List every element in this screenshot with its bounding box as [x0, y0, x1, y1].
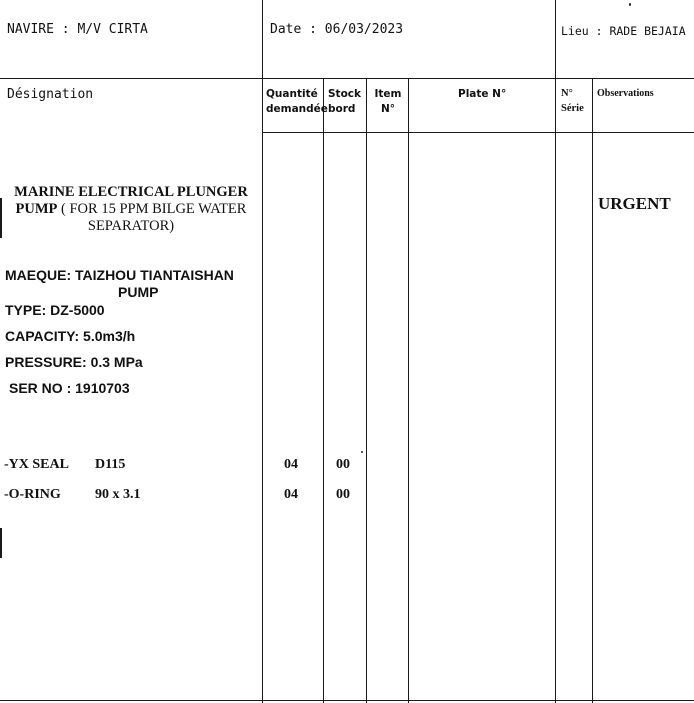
row-divider-header: [262, 132, 694, 133]
part-quantity: 04: [284, 457, 298, 472]
part-spec: D115: [95, 457, 126, 472]
serial-header-line1: N°: [561, 88, 573, 99]
form-date: Date : 06/03/2023: [270, 22, 404, 37]
item-header: [373, 87, 403, 117]
observations-header: Observations: [597, 88, 654, 99]
item-title-line1: MARINE ELECTRICAL PLUNGER: [14, 184, 248, 200]
col-divider-quantity: [323, 78, 324, 703]
urgent-observation: URGENT: [598, 194, 671, 213]
quantity-header: [266, 87, 328, 117]
item-header-line2: N°: [380, 103, 396, 115]
pump-brand: [5, 267, 234, 301]
scan-edge-mark: [0, 528, 2, 558]
row-divider-top: [0, 78, 694, 79]
pump-brand-line2: PUMP: [118, 284, 159, 300]
part-name: -YX SEAL: [4, 457, 69, 472]
item-title-line2-bold: PUMP: [15, 201, 58, 217]
stock-header-line1: Stock: [328, 88, 362, 100]
pump-brand-line1: MAEQUE: TAIZHOU TIANTAISHAN: [5, 267, 234, 283]
part-spec: 90 x 3.1: [95, 487, 141, 502]
col-divider-item: [408, 78, 409, 703]
item-title-line2: [0, 201, 262, 218]
quantity-header-line1: Quantité: [266, 88, 318, 100]
row-divider-bottom: [0, 700, 694, 701]
part-name: -O-RING: [4, 487, 61, 502]
col-divider-serial: [592, 78, 593, 703]
scan-speck: [629, 3, 631, 6]
serial-header: [561, 86, 584, 116]
col-divider-stock: [366, 78, 367, 703]
stock-header-line2: bord: [328, 103, 356, 115]
vessel-name: NAVIRE : M/V CIRTA: [7, 22, 148, 37]
pump-pressure: PRESSURE: 0.3 MPa: [5, 354, 143, 370]
col-divider-designation: [262, 0, 263, 703]
part-quantity: 04: [284, 487, 298, 502]
part-stock: 00: [336, 457, 350, 472]
serial-header-line2: Série: [561, 103, 584, 114]
pump-capacity: CAPACITY: 5.0m3/h: [5, 328, 136, 344]
stock-header: [328, 87, 361, 117]
item-title-line2-rest: ( FOR 15 PPM BILGE WATER: [57, 201, 247, 217]
plate-header: Plate N°: [458, 88, 507, 100]
item-title-line3: SEPARATOR): [87, 218, 175, 234]
place-label: Lieu : RADE BEJAIA: [561, 24, 686, 38]
scan-speck: [361, 451, 363, 453]
part-stock: 00: [336, 487, 350, 502]
col-divider-plate: [555, 0, 556, 703]
item-title: [0, 184, 262, 235]
designation-header: Désignation: [7, 87, 94, 102]
item-header-line1: Item: [374, 88, 402, 100]
pump-type: TYPE: DZ-5000: [5, 302, 105, 318]
pump-serial: SER NO : 1910703: [9, 380, 130, 396]
quantity-header-line2: demandée: [266, 103, 328, 115]
